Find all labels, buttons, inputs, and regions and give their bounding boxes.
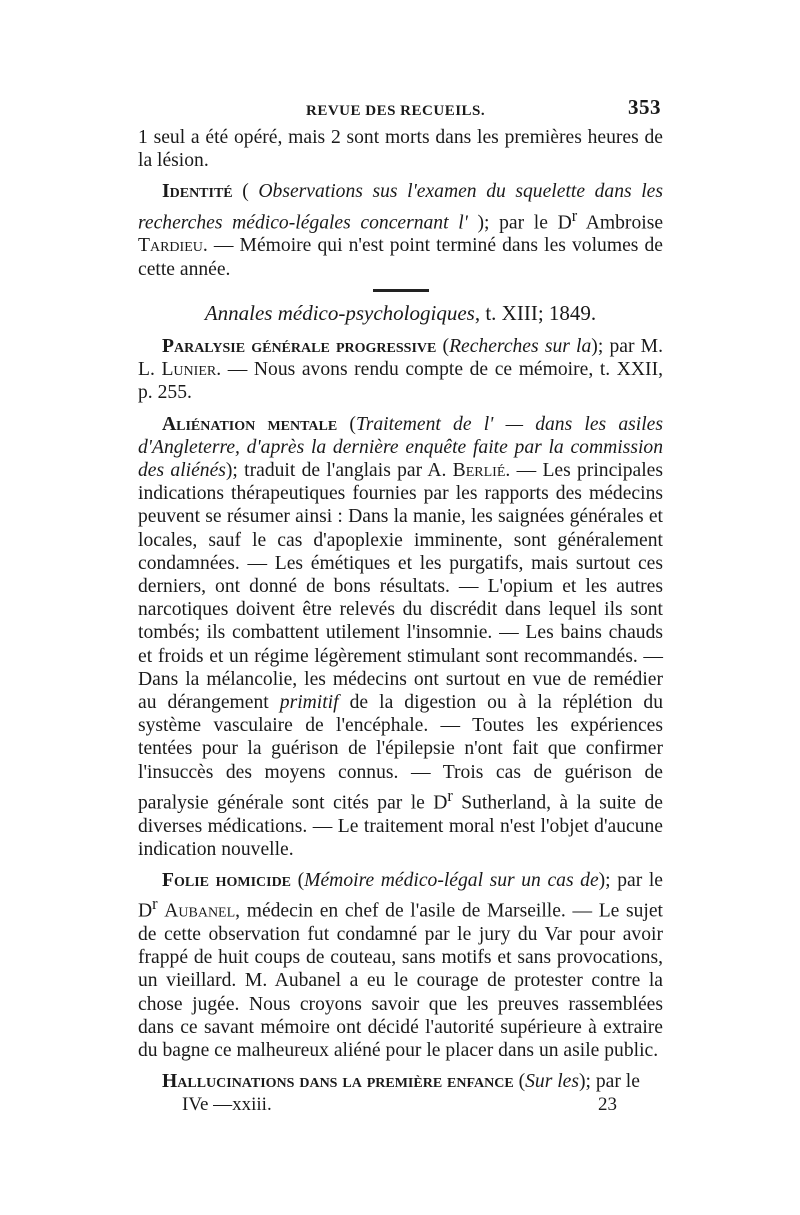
journal-volume: , t. XIII; 1849. <box>474 300 597 325</box>
journal-name: Annales médico-psychologiques <box>204 300 475 325</box>
running-title: REVUE DES RECUEILS. <box>306 103 486 119</box>
entry-identite: Identité ( Observations sus l'examen du squelette dans les recherches médico-légales concernant l' ); par le $D^r$ Ambroise Tardieu. — Mémoire qui n'est point terminé dans les volumes de cette année. <box>138 181 664 280</box>
entry-title: Observations sus l'examen du squelette dans les recherches médico-légales concernant l' <box>138 181 664 234</box>
entry-title: Recherches sur la <box>449 335 592 357</box>
entry-alienation: Aliénation mentale (Traitement de l' — dans les asiles d'Angleterre, d'après la dernière enquête faite par la commission des aliénés); traduit de l'anglais par A. Berlié. — Les principales indications thérapeutiques fournies par les rapports des médecins peuvent se résumer ainsi : Dans la manie, les saignées générales et locales, sauf le cas d'apoplexie imminente, sont généralement condamnées. — Les émétiques et les purgatifs, mais surtout ces derniers, ont donné de bons résultats. — L'opium et les autres narcotiques doivent être relevés du discrédit dans lequel ils sont tombés; ils combattent utilement l'insomnie. — Les bains chauds et froids et un régime légèrement stimulant sont recommandés. — Dans la mélancolie, les médecins ont surtout en vue de remédier au dérangement primitif de la digestion ou à la réplétion du système vasculaire de l'encéphale. — Toutes les expériences tentées pour la guérison de l'épilepsie n'ont fait que confirmer l'insuccès des moyens connus. — Trois cas de guérison de paralysie générale sont cités par le $D^r$ Sutherland, à la suite de diverses médications. — Le traitement moral n'est l'objet d'aucune indication nouvelle. <box>138 413 664 860</box>
section-rule <box>373 289 429 292</box>
journal-heading <box>138 302 663 325</box>
entry-hallucinations: Hallucinations dans la première enfance (Sur les); par le <box>162 1071 640 1093</box>
entry-title: Mémoire médico-légal sur un cas de <box>304 869 599 891</box>
entry-heading: Hallucinations dans la première enfance <box>162 1071 514 1093</box>
entry-author: Lunier <box>161 359 217 381</box>
entry-folie: Folie homicide (Mémoire médico-légal sur un cas de); par le $D^r$ Aubanel, médecin en chef de l'asile de Marseille. — Le sujet de cette observation fut condamné par le jury du Var pour avoir frappé de huit coups de couteau, sans motifs et sans provocations, un vieillard. M. Aubanel a eu le courage de protester contre la chose jugée. Nous croyons savoir que les preuves rassemblées dans ce savant mémoire ont décidé l'autorité supérieure à extraire du bagne ce malheureux aliéné pour le placer dans un asile public. <box>138 869 663 1061</box>
page <box>138 96 663 1119</box>
signature-mark: IVe —xxiii. <box>182 1094 272 1116</box>
running-header <box>138 96 663 126</box>
page-footer <box>138 1093 663 1119</box>
paragraph-continuation: 1 seul a été opéré, mais 2 sont morts dans les premières heures de la lésion. <box>138 127 663 172</box>
entry-author: Berlié <box>452 459 506 481</box>
entry-author: Aubanel <box>164 900 236 922</box>
entry-heading: Identité <box>162 181 233 203</box>
entry-title: Sur les <box>525 1071 580 1093</box>
entry-paralysie: Paralysie générale progressive (Recherches sur la); par M. L. Lunier. — Nous avons rendu compte de ce mémoire, t. XXII, p. 255. <box>138 335 664 404</box>
page-number: 353 <box>628 95 661 119</box>
entry-title: Traitement de l' — dans les asiles d'Angleterre, d'après la dernière enquête faite par la commission des aliénés <box>138 413 664 481</box>
entry-heading: Paralysie générale progressive <box>162 335 437 357</box>
entry-heading: Aliénation mentale <box>162 413 338 435</box>
entry-heading: Folie homicide <box>162 869 292 891</box>
signature-number: 23 <box>598 1094 617 1116</box>
entry-author: Tardieu <box>138 235 203 257</box>
